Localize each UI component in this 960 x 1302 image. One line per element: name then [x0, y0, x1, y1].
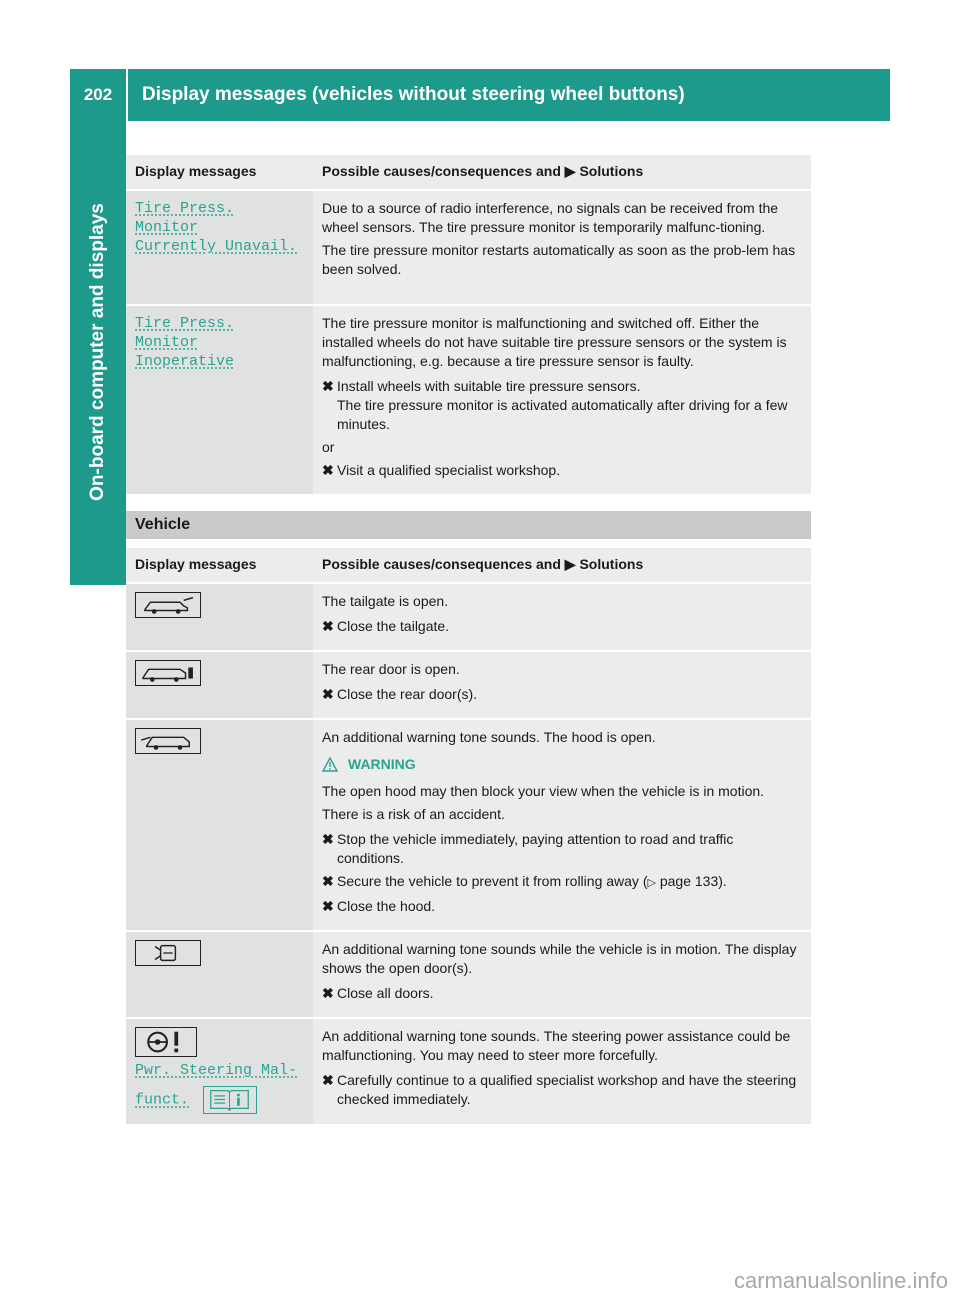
cause-paragraph: Due to a source of radio interference, no signals can be received from the wheel sensors. The tire pressure monitor is temporarily malfunc-tioning. — [322, 200, 779, 235]
risk-text: There is a risk of an accident. — [322, 806, 505, 822]
vehicle-door-open-icon — [135, 940, 201, 966]
step-arrow-icon: ✖ — [322, 1072, 334, 1088]
causes-cell — [313, 305, 811, 495]
step-arrow-icon: ✖ — [322, 985, 334, 1001]
table-row — [126, 583, 811, 651]
cause-paragraph: The tailgate is open. — [322, 593, 449, 609]
table-row — [126, 1018, 811, 1125]
table-header-row — [126, 548, 811, 583]
table-row — [126, 190, 811, 305]
solution-step: ✖ Close the rear door(s). — [322, 686, 478, 702]
solution-step: ✖ Close the hood. — [322, 898, 436, 914]
step-arrow-icon: ✖ — [322, 618, 334, 634]
warning-text: The open hood may then block your view when the vehicle is in motion. — [322, 783, 765, 799]
page-title: Display messages (vehicles without steering wheel buttons) — [142, 84, 685, 105]
table-header-row — [126, 155, 811, 190]
causes-cell — [313, 190, 811, 305]
cause-paragraph: An additional warning tone sounds while the vehicle is in motion. The display shows the open door(s). — [322, 941, 797, 976]
display-messages-header: Display messages — [126, 155, 313, 190]
causes-solutions-header: Possible causes/consequences and ▶ Solutions — [313, 155, 811, 190]
page-reference-link[interactable]: page 133 — [659, 873, 719, 889]
causes-solutions-header: Possible causes/consequences and ▶ Solutions — [313, 548, 811, 583]
solution-step: ✖ Carefully continue to a qualified specialist workshop and have the steering checked immediately. — [322, 1072, 797, 1107]
display-message-cell — [126, 931, 313, 1018]
cause-paragraph: The rear door is open. — [322, 661, 460, 677]
display-message-cell — [126, 1018, 313, 1125]
solution-step: ✖ Close all doors. — [322, 985, 434, 1001]
warning-heading: WARNING — [322, 755, 803, 774]
display-message-cell — [126, 719, 313, 931]
display-message-cell — [126, 190, 313, 305]
display-message-line: Tire Press. Monitor — [135, 200, 235, 236]
display-message-line: Currently Unavail. — [135, 238, 298, 255]
step-arrow-icon: ✖ — [322, 686, 334, 702]
solution-step: ✖ Stop the vehicle immediately, paying attention to road and traffic conditions. — [322, 831, 734, 866]
page-number: 202 — [83, 85, 113, 104]
section-heading: Vehicle — [126, 511, 811, 539]
table-row — [126, 305, 811, 495]
display-message-line: Inoperative — [135, 353, 235, 370]
solution-step: ✖ Install wheels with suitable tire pressure sensors. The tire pressure monitor is activated automatically after driving for a few minutes. — [322, 378, 788, 432]
step-arrow-icon: ✖ — [322, 378, 334, 394]
step-arrow-icon: ✖ — [322, 462, 334, 478]
cause-paragraph: The tire pressure monitor restarts automatically as soon as the prob-lem has been solved. — [322, 242, 796, 277]
causes-cell — [313, 1018, 811, 1125]
van-tailgate-open-icon — [135, 592, 201, 618]
footer-watermark: carmanualsonline.info — [733, 1268, 948, 1293]
solution-step: ✖ Visit a qualified specialist workshop. — [322, 462, 561, 478]
causes-cell — [313, 651, 811, 719]
step-arrow-icon: ✖ — [322, 873, 334, 889]
display-message-line: funct. — [135, 1091, 190, 1109]
vehicle-table — [126, 548, 811, 1126]
side-tab-label: On-board computer and displays — [87, 203, 108, 501]
table-row — [126, 651, 811, 719]
causes-cell — [313, 583, 811, 651]
display-message-cell — [126, 305, 313, 495]
table-row — [126, 931, 811, 1018]
cause-paragraph: An additional warning tone sounds. The hood is open. — [322, 729, 656, 745]
display-message-line: Pwr. Steering Mal‐ — [135, 1062, 298, 1079]
steering-wheel-warning-icon — [135, 1027, 197, 1057]
solution-step: ✖ Secure the vehicle to prevent it from rolling away (▷ page 133). — [322, 872, 803, 893]
or-text: or — [322, 439, 335, 455]
display-messages-header: Display messages — [126, 548, 313, 583]
step-arrow-icon: ✖ — [322, 831, 334, 847]
causes-cell — [313, 719, 811, 931]
solution-arrow-icon: ▶ — [564, 163, 576, 179]
tire-pressure-table — [126, 155, 811, 496]
solution-step: ✖ Close the tailgate. — [322, 618, 450, 634]
causes-cell — [313, 931, 811, 1018]
page-reference-icon: ▷ — [647, 877, 656, 889]
display-message-cell — [126, 651, 313, 719]
cause-paragraph: The tire pressure monitor is malfunctioning and switched off. Either the installed wheels do not have suitable tire pressure sensors or the system is malfunctioning, e.g. because a tire pressure sensor is faulty. — [322, 315, 787, 369]
warning-triangle-icon — [322, 757, 338, 772]
step-arrow-icon: ✖ — [322, 898, 334, 914]
solution-arrow-icon: ▶ — [564, 556, 576, 572]
display-message-cell — [126, 583, 313, 651]
van-hood-open-icon — [135, 728, 201, 754]
table-row — [126, 719, 811, 931]
van-rear-door-open-icon — [135, 660, 201, 686]
page-header — [70, 69, 890, 121]
display-message-line: Tire Press. Monitor — [135, 315, 235, 351]
manual-info-icon — [203, 1086, 257, 1114]
cause-paragraph: An additional warning tone sounds. The steering power assistance could be malfunctioning. You may need to steer more forcefully. — [322, 1028, 791, 1063]
